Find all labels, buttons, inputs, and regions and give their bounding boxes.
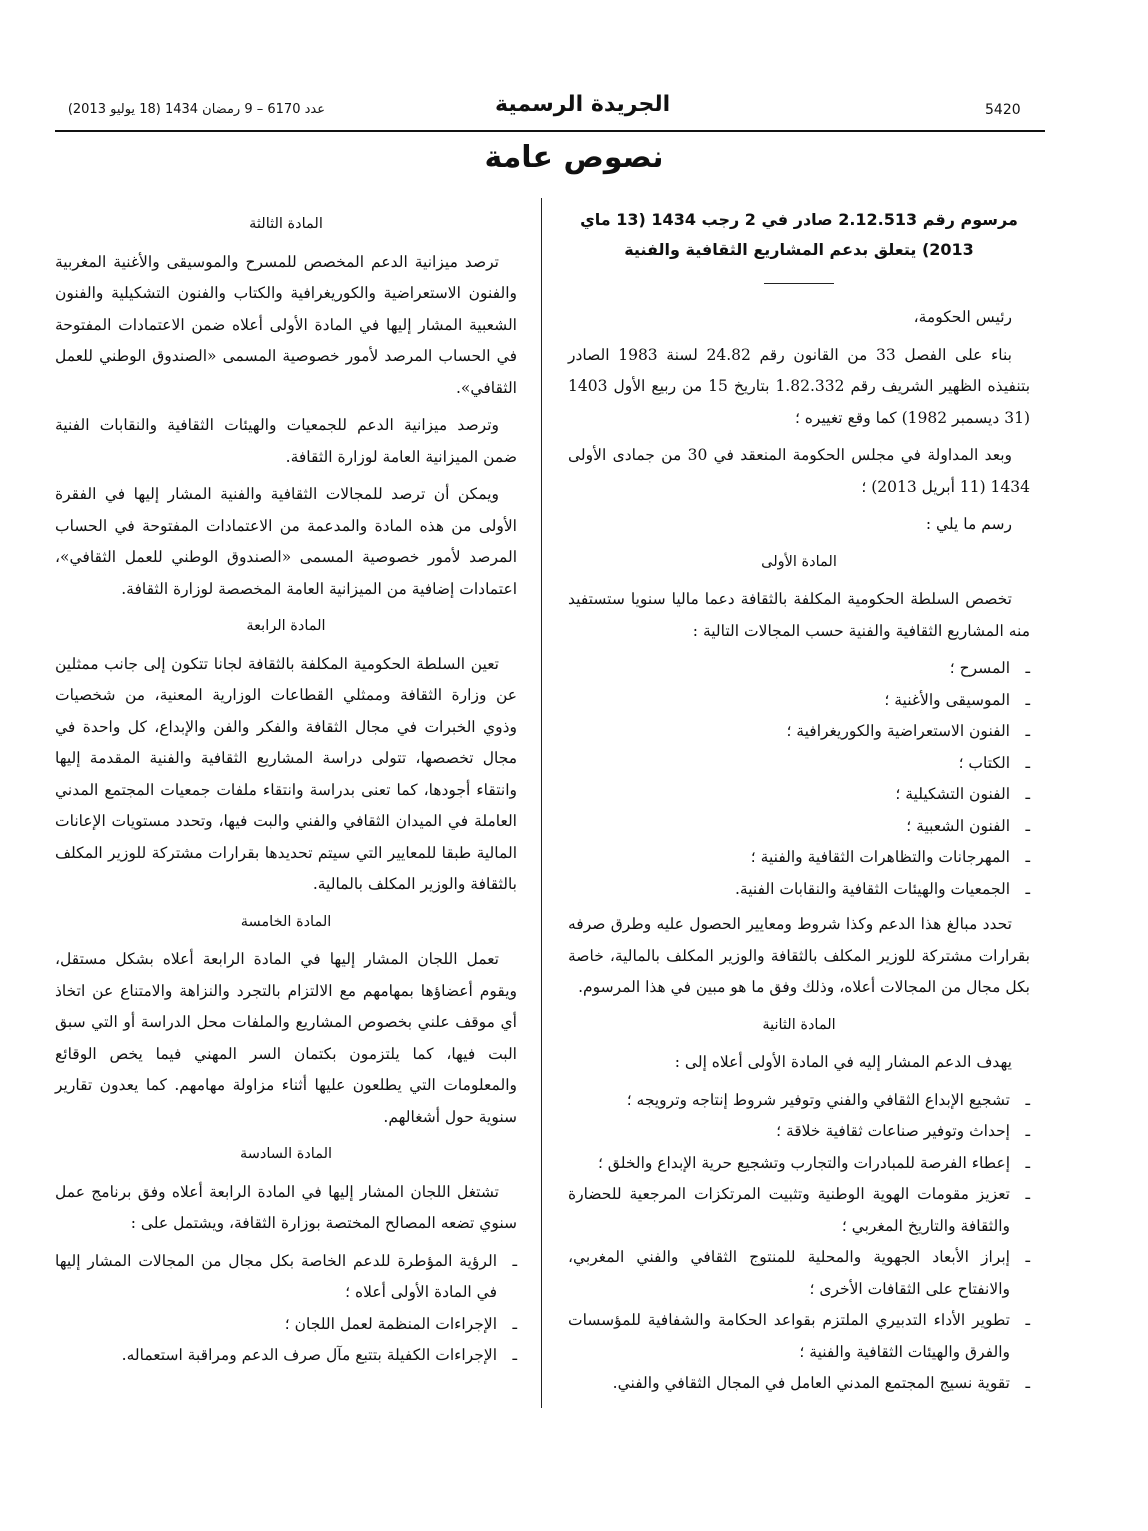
list-item: ـ الرؤية المؤطرة للدعم الخاصة بكل مجال من المجالات المشار إليها في المادة الأولى أعلاه ؛: [55, 1246, 517, 1309]
article-4-text: تعين السلطة الحكومية المكلفة بالثقافة لجانا تتكون إلى جانب ممثلين عن وزارة الثقافة وممثلي القطاعات الوزارية المعنية، من شخصيات وذوي الخبرات في مجال الثقافة والفكر والفن والإبداع، كل واحدة في مجال تخصصها، تتولى دراسة المشاريع الثقافية والفنية المقدمة إليها وانتقاء أجودها، كما تعنى بدراسة وانتقاء ملفات جمعيات المجتمع المدني العاملة في الميدان الثقافي والفني والبت فيها، وتحدد مستويات الإعانات المالية طبقا للمعايير التي سيتم تحديدها بقرارات مشتركة للوزير المكلف بالثقافة والوزير المكلف بالمالية.: [55, 654, 517, 893]
list-item: ـ تقوية نسيج المجتمع المدني العامل في المجال الثقافي والفني.: [568, 1368, 1030, 1400]
left-column: [55, 205, 517, 1376]
list-item: ـ الجمعيات والهيئات الثقافية والنقابات الفنية.: [568, 874, 1030, 906]
list-item: ـ الفنون التشكيلية ؛: [568, 779, 1030, 811]
article-3-heading: المادة الثالثة: [249, 216, 323, 232]
list-item: ـ الفنون الاستعراضية والكوريغرافية ؛: [568, 716, 1030, 748]
page-header: [55, 92, 1085, 128]
list-item: ـ الفنون الشعبية ؛: [568, 811, 1030, 843]
decreed-line: رسم ما يلي :: [925, 515, 1012, 533]
list-item: ـ المسرح ؛: [568, 653, 1030, 685]
right-column: [568, 205, 1030, 1404]
article-5-heading: المادة الخامسة: [240, 913, 332, 930]
list-item: ـ تشجيع الإبداع الثقافي والفني وتوفير شروط إنتاجه وترويجه ؛: [568, 1085, 1030, 1117]
list-item: ـ تعزيز مقومات الهوية الوطنية وتثبيت المرتكزات المرجعية للحضارة والثقافة والتاريخ المغربي ؛: [568, 1179, 1030, 1242]
article-5-text: تعمل اللجان المشار إليها في المادة الرابعة أعلاه بشكل مستقل، ويقوم أعضاؤها بمهامهم مع الالتزام بالتجرد والنزاهة والامتناع عن اتخاذ أي موقف علني بخصوص المشاريع والملفات محل الدراسة أو التي سبق البت فيها، كما يلتزمون بكتمان السر المهني فيما يخص الوقائع والمعلومات التي يطلعون عليها أثناء مزاولة مهامهم. كما يعدون تقارير سنوية حول أشغالهم.: [55, 950, 517, 1126]
column-divider: [541, 198, 542, 1408]
article-1-text: تخصص السلطة الحكومية المكلفة بالثقافة دعما ماليا سنويا ستستفيد منه المشاريع الثقافية والفنية حسب المجالات التالية :: [568, 590, 1030, 640]
article-1-closing: تحدد مبالغ هذا الدعم وكذا شروط ومعايير الحصول عليه وطرق صرفه بقرارات مشتركة للوزير المكلف بالثقافة والوزير المكلف بالمالية، خاصة بكل مجال من المجالات أعلاه، وذلك وفق ما هو مبين في هذا المرسوم.: [568, 915, 1030, 996]
article-3-paragraph-1: ترصد ميزانية الدعم المخصص للمسرح والموسيقى والأغنية المغربية والفنون الاستعراضية والكوريغرافية والكتاب والفنون التشكيلية والفنون الشعبية المشار إليها في المادة الأولى أعلاه ضمن الاعتمادات المفتوحة في الحساب المرصد لأمور خصوصية المسمى «الصندوق الوطني للعمل الثقافي».: [55, 252, 517, 397]
journal-title: الجريدة الرسمية: [495, 92, 671, 117]
decree-title: مرسوم رقم 2.12.513 صادر في 2 رجب 1434 (13 ماي 2013) يتعلق بدعم المشاريع الثقافية والفنية: [580, 210, 1018, 259]
article-2-list: [568, 1085, 1030, 1400]
list-item: ـ الكتاب ؛: [568, 748, 1030, 780]
list-item: ـ الإجراءات الكفيلة بتتبع مآل صرف الدعم ومراقبة استعماله.: [55, 1340, 517, 1372]
preamble-1: بناء على الفصل 33 من القانون رقم 24.82 لسنة 1983 الصادر بتنفيذه الظهير الشريف رقم 1.82.332 بتاريخ 15 من ربيع الأول 1403 (31 ديسمبر 1982) كما وقع تغييره ؛: [568, 345, 1031, 427]
list-item: ـ الإجراءات المنظمة لعمل اللجان ؛: [55, 1309, 517, 1341]
section-title: نصوص عامة: [484, 140, 664, 175]
title-separator: [764, 283, 834, 284]
article-4-heading: المادة الرابعة: [246, 618, 326, 634]
article-3-paragraph-2: وترصد ميزانية الدعم للجمعيات والهيئات الثقافية والنقابات الفنية ضمن الميزانية العامة لوزارة الثقافة.: [55, 416, 517, 466]
preamble-2: وبعد المداولة في مجلس الحكومة المنعقد في 30 من جمادى الأولى 1434 (11 أبريل 2013) ؛: [568, 446, 1030, 496]
article-2-heading: المادة الثانية: [762, 1016, 836, 1033]
list-item: ـ إعطاء الفرصة للمبادرات والتجارب وتشجيع حرية الإبداع والخلق ؛: [568, 1148, 1030, 1180]
article-3-paragraph-3: ويمكن أن ترصد للمجالات الثقافية والفنية المشار إليها في الفقرة الأولى من هذه المادة والمدعمة من الاعتمادات المفتوحة في الحساب المرصد لأمور خصوصية المسمى «الصندوق الوطني للعمل الثقافي»، اعتمادات إضافية من الميزانية العامة المخصصة لوزارة الثقافة.: [55, 485, 517, 598]
list-item: ـ تطوير الأداء التدبيري الملتزم بقواعد الحكامة والشفافية للمؤسسات والفرق والهيئات الثقافية والفنية ؛: [568, 1305, 1030, 1368]
article-6-heading: المادة السادسة: [239, 1146, 333, 1162]
list-item: ـ الموسيقى والأغنية ؛: [568, 685, 1030, 717]
article-1-list: [568, 653, 1030, 905]
list-item: ـ المهرجانات والتظاهرات الثقافية والفنية ؛: [568, 842, 1030, 874]
page-number: 5420: [985, 102, 1021, 118]
head-of-government: رئيس الحكومة،: [913, 308, 1012, 326]
article-6-intro: تشتغل اللجان المشار إليها في المادة الرابعة أعلاه وفق برنامج عمل سنوي تضعه المصالح المختصة بوزارة الثقافة، ويشتمل على :: [55, 1182, 517, 1232]
header-rule: [55, 130, 1045, 132]
article-6-list: [55, 1246, 517, 1372]
issue-info: عدد 6170 – 9 رمضان 1434 (18 يوليو 2013): [67, 102, 325, 117]
article-2-intro: يهدف الدعم المشار إليه في المادة الأولى أعلاه إلى :: [674, 1053, 1012, 1071]
list-item: ـ إبراز الأبعاد الجهوية والمحلية للمنتوج الثقافي والفني المغربي، والانفتاح على الثقافات الأخرى ؛: [568, 1242, 1030, 1305]
list-item: ـ إحداث وتوفير صناعات ثقافية خلاقة ؛: [568, 1116, 1030, 1148]
article-1-heading: المادة الأولى: [761, 553, 837, 570]
